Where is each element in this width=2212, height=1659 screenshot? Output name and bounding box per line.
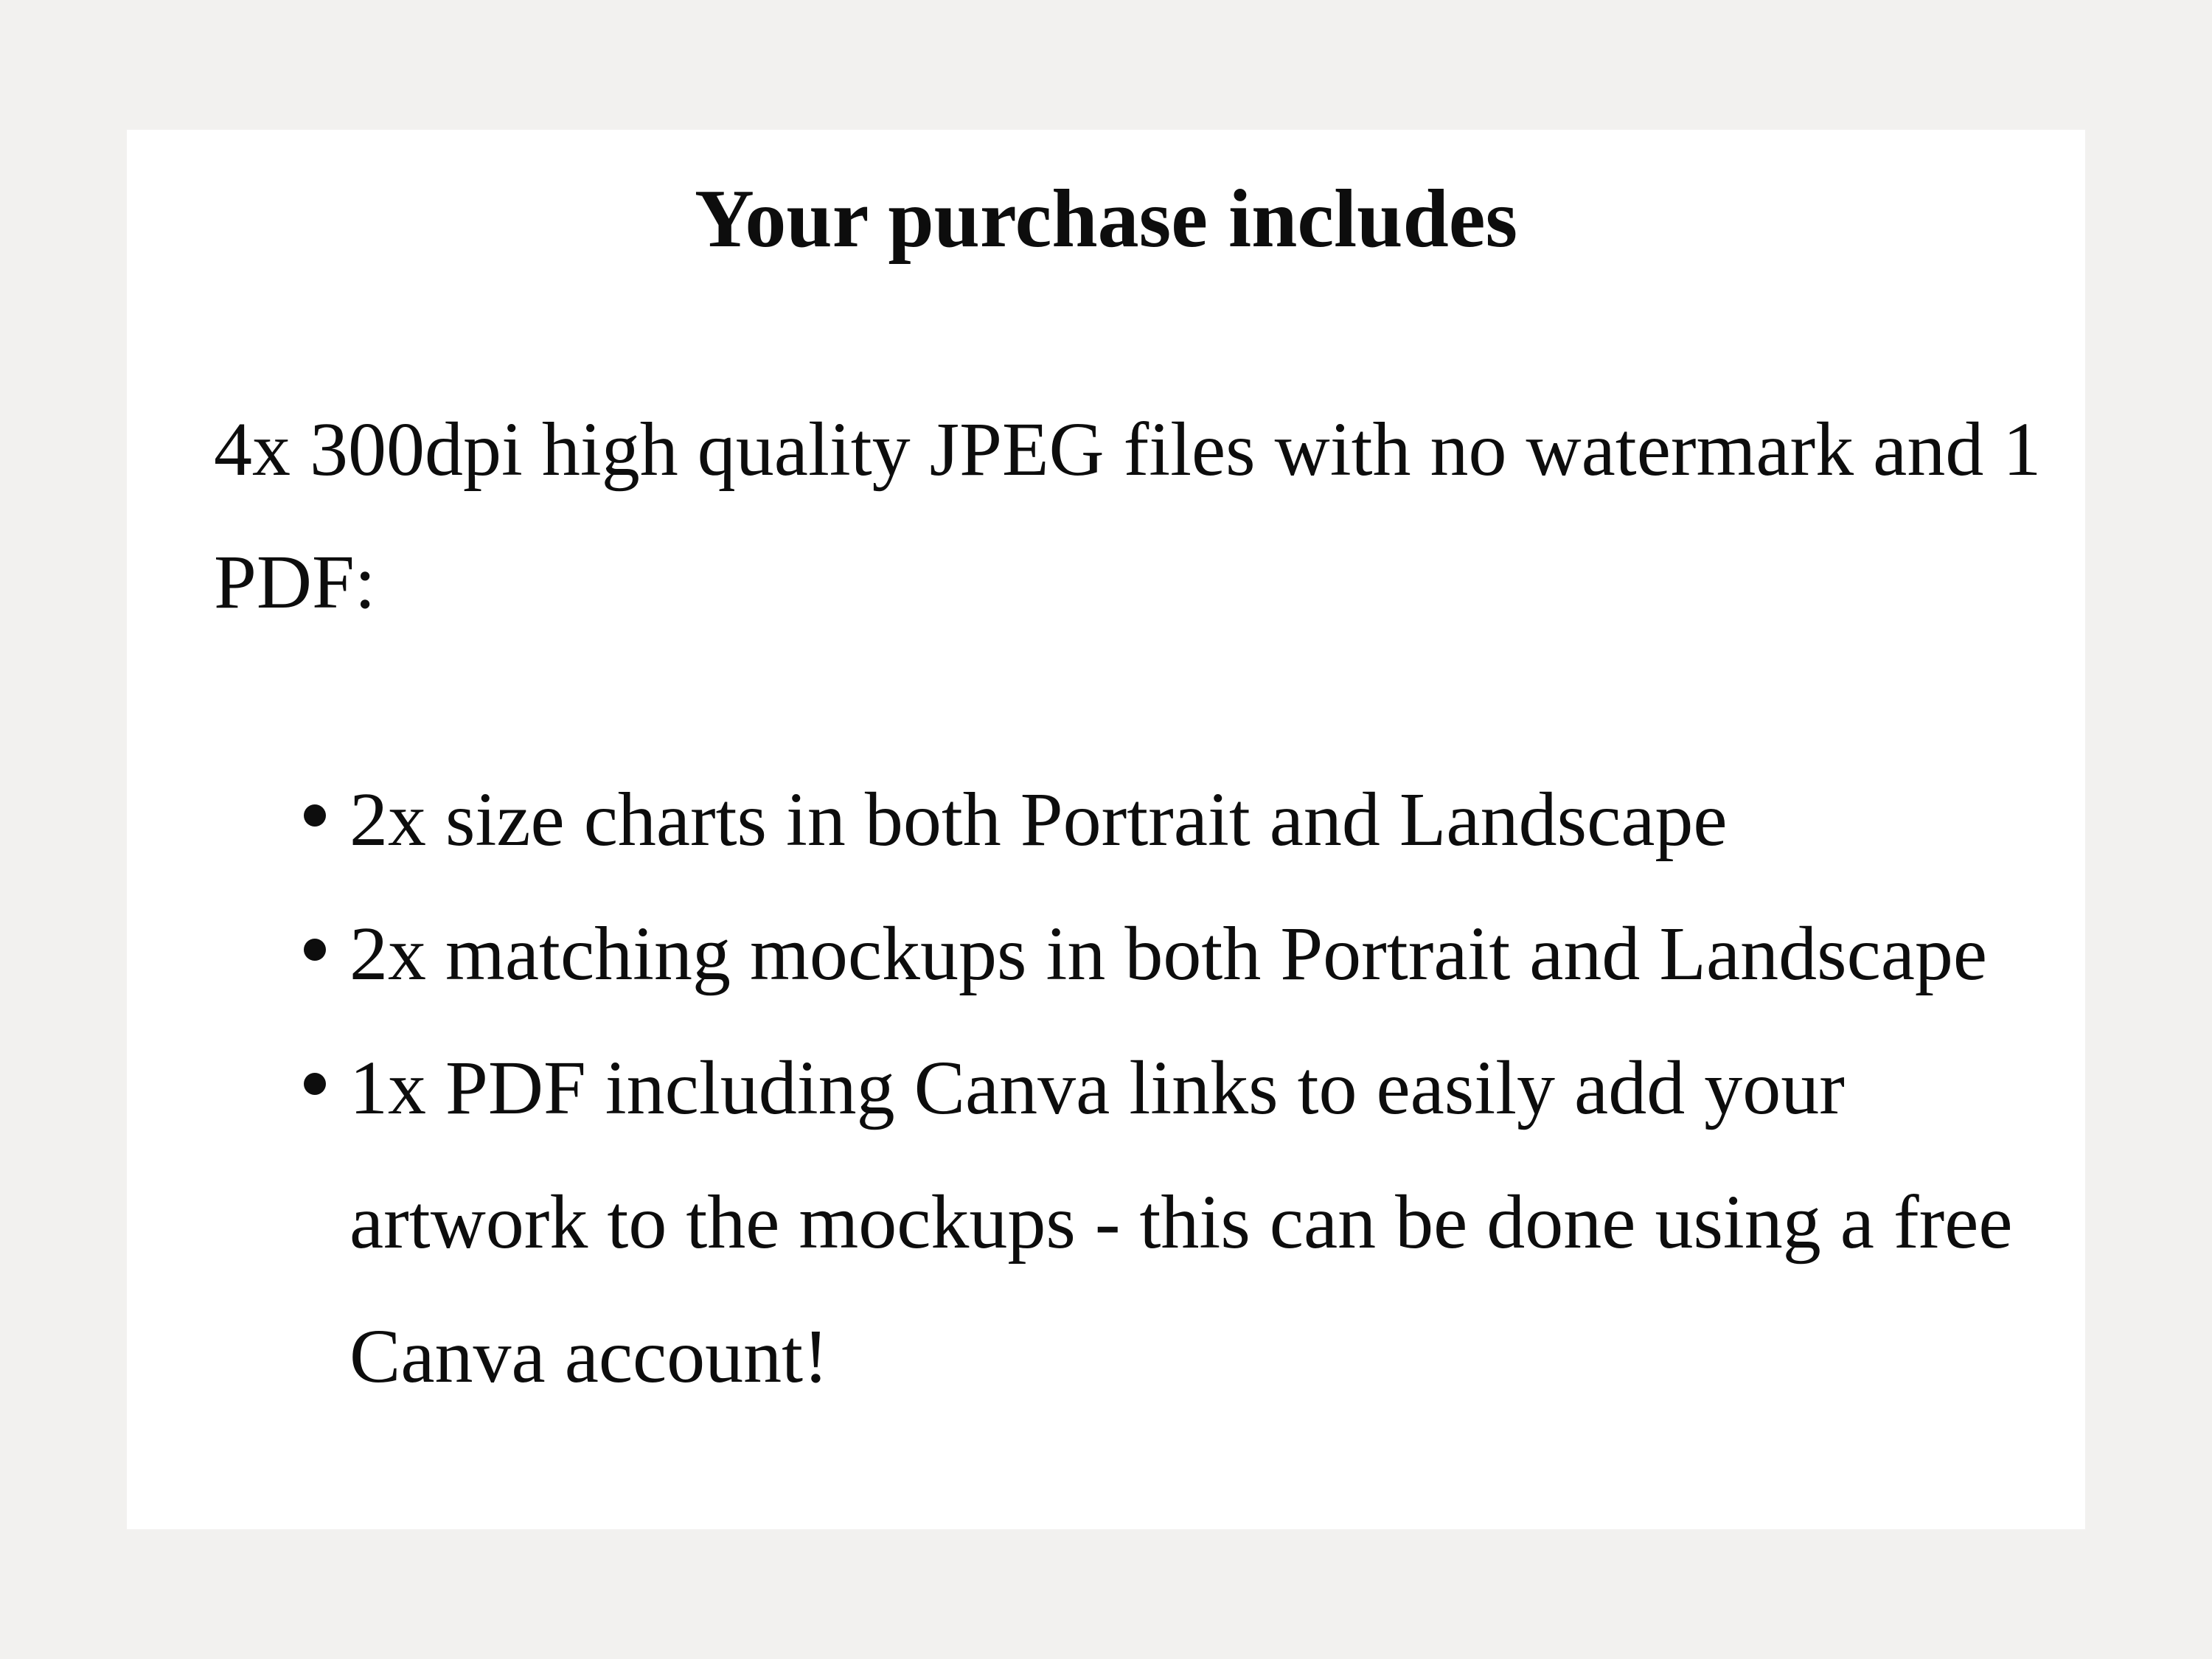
bullet-icon xyxy=(304,1073,326,1095)
list-item xyxy=(349,1021,2045,1424)
list-item-text: 1x PDF including Canva links to easily add your artwork to the mockups - this can be done using a free Canva account! xyxy=(349,1046,2013,1399)
page-title: Your purchase includes xyxy=(694,173,1518,265)
list-item xyxy=(349,753,2045,887)
list-item xyxy=(349,887,2045,1021)
bullet-icon xyxy=(304,804,326,827)
includes-list xyxy=(349,753,2045,1424)
intro-text: 4x 300dpi high quality JPEG files with no watermark and 1 PDF: xyxy=(214,407,2042,625)
bullet-icon xyxy=(304,939,326,961)
list-item-text: 2x size charts in both Portrait and Landscape xyxy=(349,777,1728,862)
list-item-text: 2x matching mockups in both Portrait and Landscape xyxy=(349,911,1988,996)
